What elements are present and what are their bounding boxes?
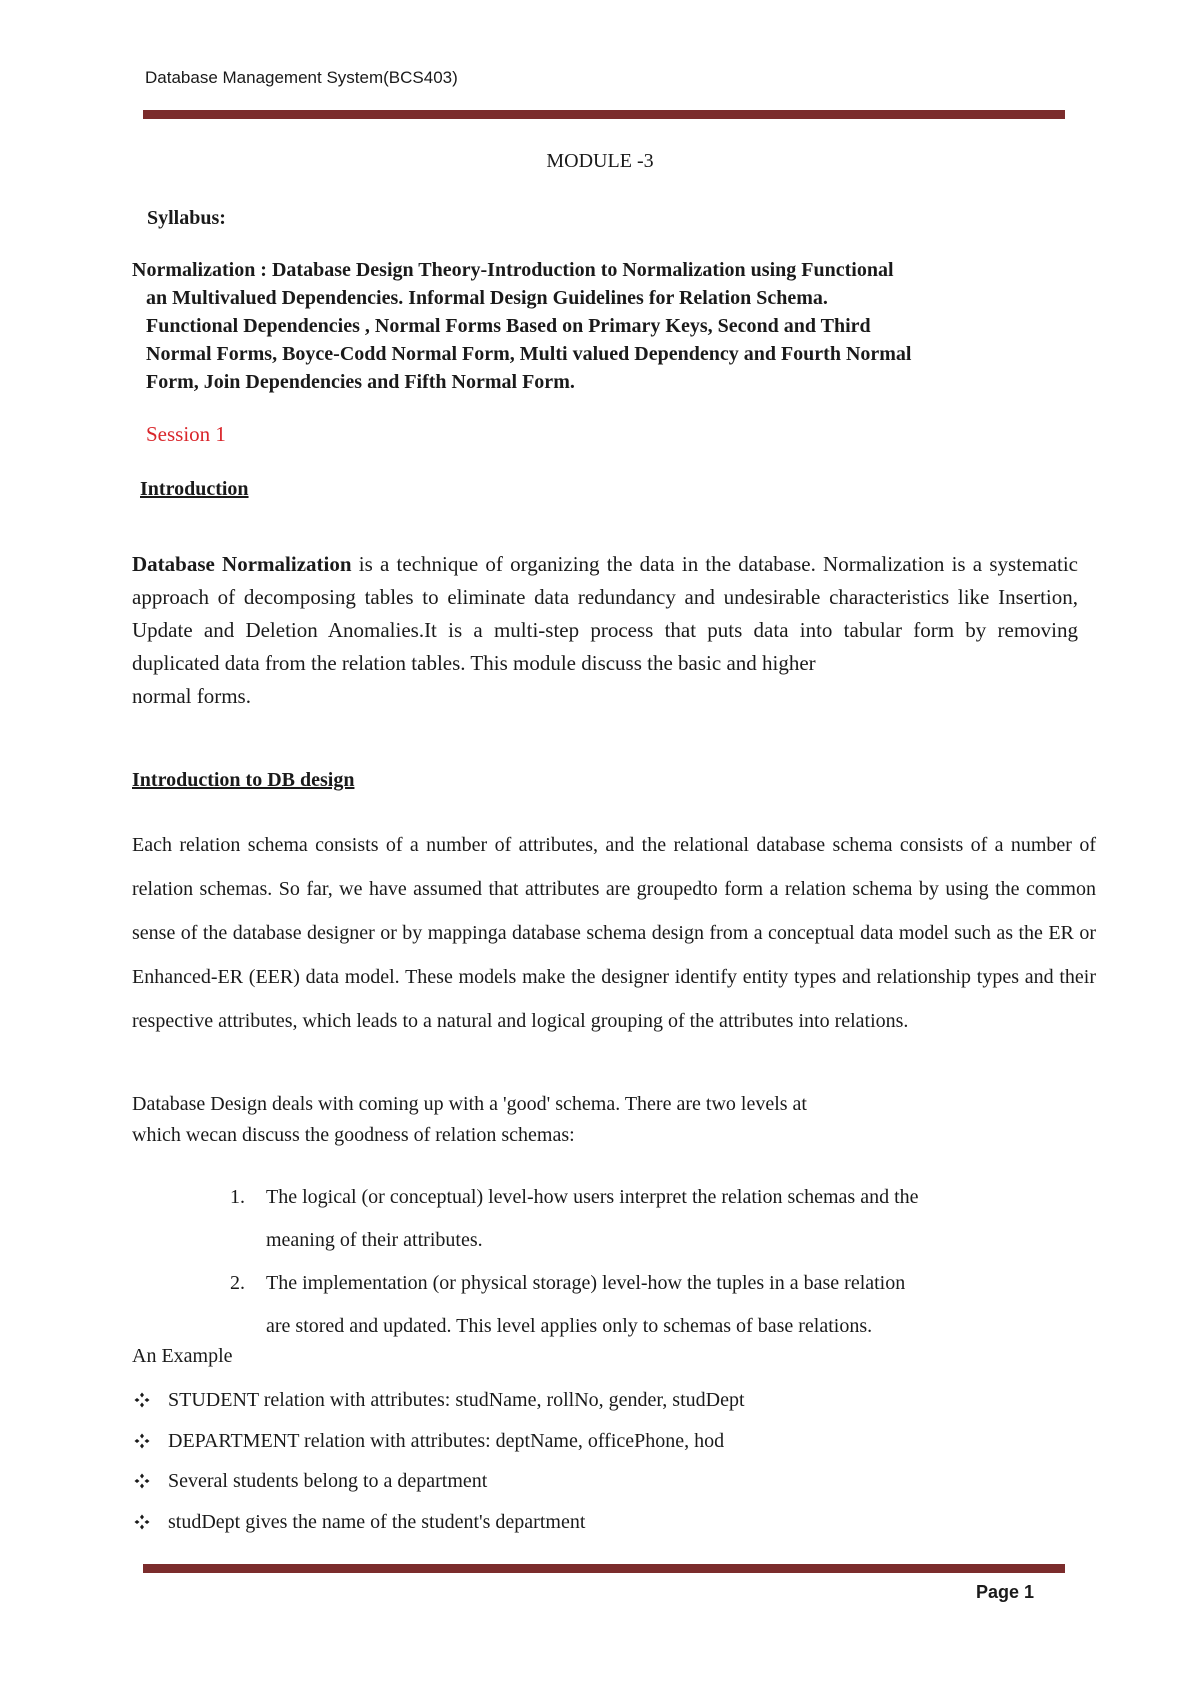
list-item-text: The implementation (or physical storage) level-how the tuples in a base relation xyxy=(266,1272,906,1294)
goodness-paragraph xyxy=(132,1089,1012,1151)
db-design-paragraph: Each relation schema consists of a number of attributes, and the relational database schema consists of a number of relation schemas. So far, we have assumed that attributes are groupedto form a relation schema by using the common sense of the database designer or by mappinga database schema design from a conceptual data model such as the ER or Enhanced-ER (EER) data model. These models make the designer identify entity types and relationship types and their respective attributes, which leads to a natural and logical grouping of the attributes into relations. xyxy=(132,834,1096,1032)
introduction-heading: Introduction xyxy=(140,478,249,500)
list-item xyxy=(132,1461,745,1502)
list-item xyxy=(132,1421,745,1462)
syllabus-line: Functional Dependencies , Normal Forms Based on Primary Keys, Second and Third xyxy=(146,315,871,337)
syllabus-line: Normalization : Database Design Theory-Introduction to Normalization using Functional xyxy=(132,259,894,281)
page-number: Page 1 xyxy=(976,1582,1035,1602)
goodness-line: Database Design deals with coming up with a 'good' schema. There are two levels at xyxy=(132,1093,807,1115)
example-label: An Example xyxy=(132,1345,233,1367)
module-title: MODULE -3 xyxy=(546,150,654,172)
list-item-text: are stored and updated. This level applies only to schemas of base relations. xyxy=(266,1315,873,1337)
syllabus-label: Syllabus: xyxy=(147,207,226,229)
goodness-line: which wecan discuss the goodness of relation schemas: xyxy=(132,1124,575,1146)
list-item-text: The logical (or conceptual) level-how users interpret the relation schemas and the xyxy=(266,1186,919,1208)
syllabus-line: Normal Forms, Boyce-Codd Normal Form, Multi valued Dependency and Fourth Normal xyxy=(146,343,912,365)
syllabus-line: an Multivalued Dependencies. Informal Design Guidelines for Relation Schema. xyxy=(146,287,828,309)
introduction-paragraph xyxy=(132,548,1078,713)
list-item xyxy=(230,1262,1080,1348)
four-diamond-bullet-icon xyxy=(134,1473,150,1489)
syllabus-line: Form, Join Dependencies and Fifth Normal Form. xyxy=(146,371,575,393)
example-list xyxy=(132,1380,745,1543)
db-design-heading: Introduction to DB design xyxy=(132,769,355,791)
four-diamond-bullet-icon xyxy=(134,1433,150,1449)
syllabus-text xyxy=(132,256,1078,396)
list-number: 1. xyxy=(230,1186,245,1208)
introduction-text-tail: normal forms. xyxy=(132,684,251,708)
list-item-text: Several students belong to a department xyxy=(168,1470,488,1493)
introduction-text: is a technique of organizing the data in the database. Normalization is a systematic approach of decomposing tables to eliminate data redundancy and undesirable characteristics like Insertion, Update and Deletion Anomalies.It is a multi-step process that puts data into tabular form by removing duplicated data from the relation tables. This module discuss the basic and higher xyxy=(132,552,1079,675)
list-item xyxy=(132,1502,745,1543)
list-item-text: meaning of their attributes. xyxy=(266,1229,483,1251)
bold-term: Database Normalization xyxy=(132,552,352,576)
four-diamond-bullet-icon xyxy=(134,1514,150,1530)
list-item xyxy=(230,1176,1080,1262)
session-label: Session 1 xyxy=(146,422,226,446)
list-item xyxy=(132,1380,745,1421)
levels-list xyxy=(230,1176,1080,1348)
list-item-text: studDept gives the name of the student's department xyxy=(168,1511,586,1534)
header-rule xyxy=(143,110,1065,119)
footer-rule xyxy=(143,1564,1065,1573)
list-item-text: DEPARTMENT relation with attributes: deptName, officePhone, hod xyxy=(168,1429,725,1452)
list-number: 2. xyxy=(230,1272,245,1294)
header-title: Database Management System(BCS403) xyxy=(145,68,458,87)
four-diamond-bullet-icon xyxy=(134,1392,150,1408)
list-item-text: STUDENT relation with attributes: studName, rollNo, gender, studDept xyxy=(168,1389,745,1411)
